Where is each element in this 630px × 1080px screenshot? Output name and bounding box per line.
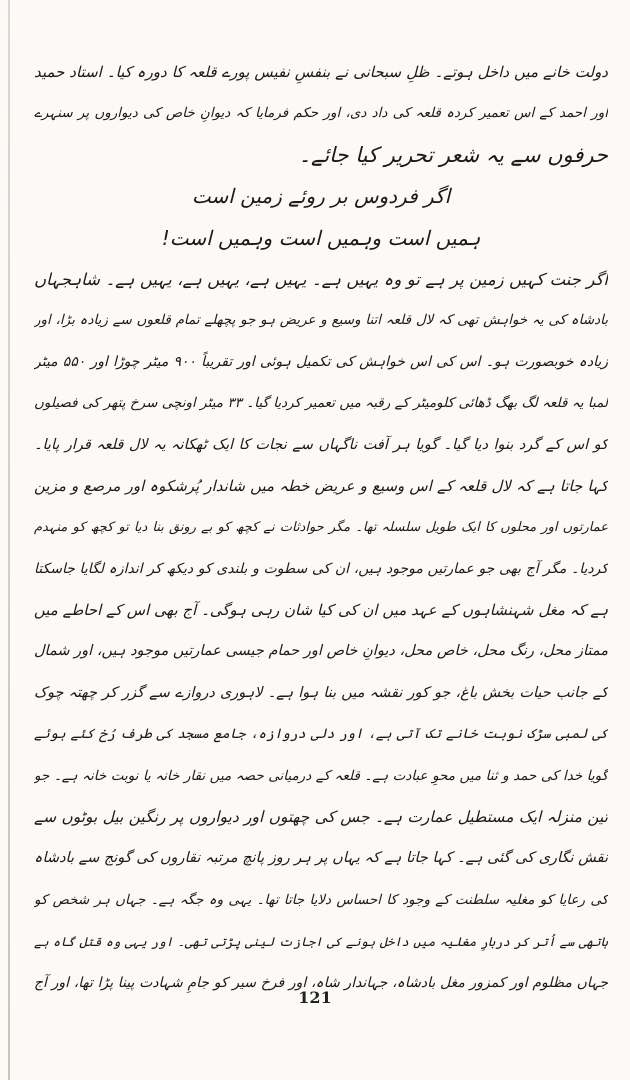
text-line: گویا خدا کی حمد و ثنا میں محوِ عبادت ہے۔ قلعہ کے درمیانی حصہ میں نقار خانہ یا نوبت خانہ ہے۔ جو bbox=[34, 767, 608, 784]
text-line: کردیا۔ مگر آج بھی جو عمارتیں موجود ہیں، ان کی سطوت و بلندی کو دیکھ کر اندازہ لگایا جاسکتا bbox=[34, 560, 608, 577]
text-line: حرفوں سے یہ شعر تحریر کیا جائے۔ bbox=[298, 142, 608, 167]
text-line: اگر جنت کہیں زمین پر ہے تو وہ یہیں ہے۔ یہیں ہے، یہیں ہے، یہیں ہے۔ شاہجہاں bbox=[34, 269, 608, 289]
text-line: دولت خانے میں داخل ہوتے۔ ظلِ سبحانی نے بنفسِ نفیس پورے قلعہ کا دورہ کیا۔ استاد حمید bbox=[34, 63, 608, 81]
text-line: جہاں مظلوم اور کمزور مغل بادشاہ، جہاندار شاہ، اور فرخ سیر کو جامِ شہادت پینا پڑا تھا، اور آج bbox=[34, 974, 608, 991]
verse-line-2: ہمیں است وہمیں است وہمیں است! bbox=[161, 225, 481, 250]
text-line: ممتاز محل، رنگ محل، خاص محل، دیوانِ خاص اور حمام جیسی عمارتیں موجود ہیں، اور شمال bbox=[34, 643, 608, 660]
text-line: تین منزلہ ایک مستطیل عمارت ہے۔ جس کی چھتوں اور دیواروں پر رنگین بیل بوٹوں سے bbox=[34, 808, 608, 827]
text-line: نقش نگاری کی گئی ہے۔ کہا جاتا ہے کہ یہاں پر ہر روز پانچ مرتبہ نقاروں کی گونج سے بادشاہ bbox=[34, 850, 608, 867]
text-line: ہے کہ مغل شہنشاہوں کے عہد میں ان کی کیا شان رہی ہوگی۔ آج بھی اس کے احاطے میں bbox=[34, 601, 608, 620]
text-line: بادشاہ کی یہ خواہش تھی کہ لال قلعہ اتنا وسیع و عریض ہو جو پچھلے تمام قلعوں سے زیادہ بڑا، اور bbox=[34, 312, 608, 329]
text-line: کہا جاتا ہے کہ لال قلعہ کے اس وسیع و عریض خطہ میں شاندار پُرشکوہ اور مرصع و مزین bbox=[34, 476, 608, 495]
text-line: لمبا یہ قلعہ لگ بھگ ڈھائی کلومیٹر کے رقبہ میں تعمیر کردیا گیا۔ ۳۳ میٹر اونچی سرخ پتھر کی فصیلوں bbox=[34, 395, 608, 412]
text-line: کی رعایا کو مغلیہ سلطنت کے وجود کا احساس دلایا جاتا تھا۔ یہی وہ جگہ ہے۔ جہاں ہر شخص کو bbox=[34, 891, 608, 908]
page-number: 121 bbox=[298, 988, 332, 1007]
text-line: کی لمبی سڑک نوبت خانے تک آتی ہے، اور دلی دروازہ، جامع مسجد کی طرف رُخ کئے ہوئے bbox=[34, 726, 608, 743]
page-binding-edge bbox=[8, 0, 10, 1080]
urdu-text-body bbox=[34, 52, 608, 1004]
text-line: کے جانب حیات بخش باغ، جو کور نقشہ میں بنا ہوا ہے۔ لاہوری دروازے سے گزر کر چھتہ چوک bbox=[34, 684, 608, 701]
text-line: زیادہ خوبصورت ہو۔ اس کی اس خواہش کی تکمیل ہوئی اور تقریباً ۹۰۰ میٹر چوڑا اور ۵۵۰ میٹر bbox=[34, 353, 608, 370]
verse-line-1: اگر فردوس بر روئے زمین است bbox=[191, 184, 451, 209]
text-line: کو اس کے گرد بنوا دیا گیا۔ گویا ہر آفت ناگہاں سے نجات کا ایک ٹھکانہ یہ لال قلعہ قرار پایا۔ bbox=[34, 436, 608, 453]
text-line: اور احمد کے اس تعمیر کردہ قلعہ کی داد دی، اور حکم فرمایا کہ دیوانِ خاص کی دیواروں پر سنہرے bbox=[34, 105, 608, 122]
text-line: ہاتھی سے اُتر کر دربارِ مغلیہ میں داخل ہونے کی اجازت لینی پڑتی تھی۔ اور یہی وہ قتل گاہ ہے bbox=[34, 934, 608, 950]
text-line: عمارتوں اور محلوں کا ایک طویل سلسلہ تھا۔ مگر حوادثات نے کچھ کو بے رونق بنا دیا تو کچھ کو منہدم bbox=[34, 520, 608, 536]
